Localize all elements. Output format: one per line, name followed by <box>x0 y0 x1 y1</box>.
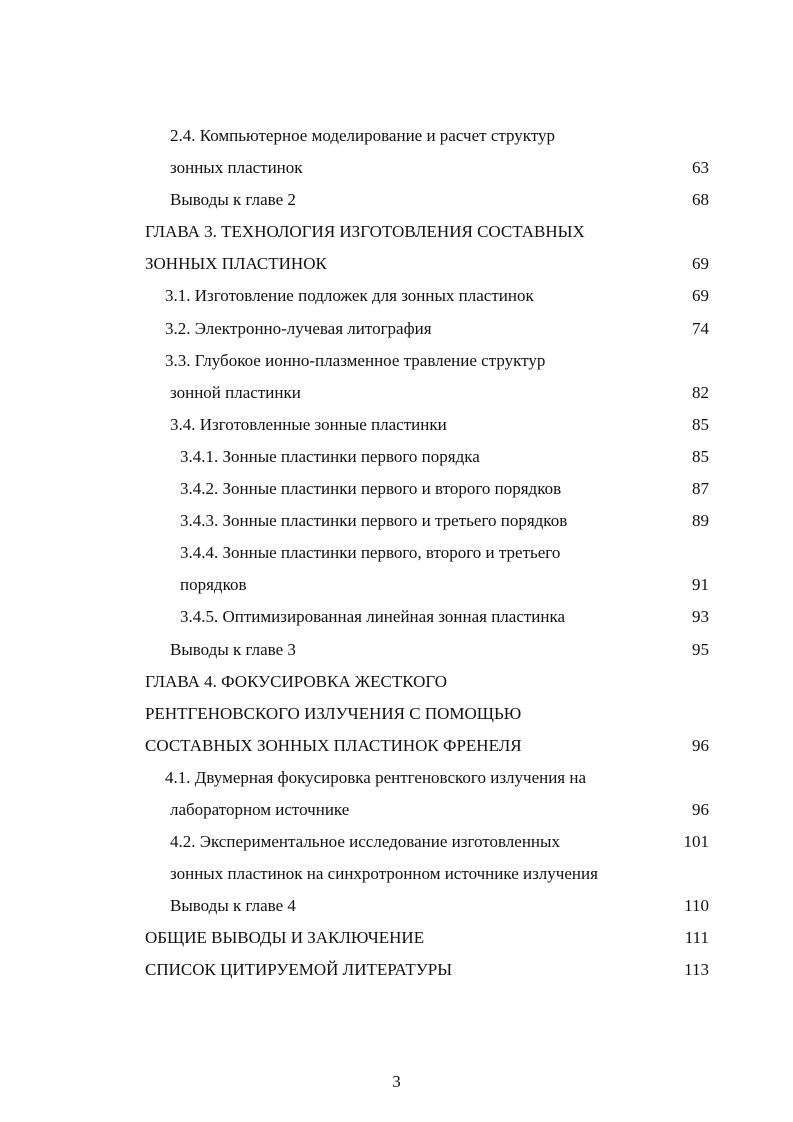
toc-entry-title: 4.2. Экспериментальное исследование изготовленных <box>170 832 560 852</box>
toc-entry-title: 3.4. Изготовленные зонные пластинки <box>170 414 447 434</box>
toc-entry-title: зонных пластинок <box>170 158 303 178</box>
toc-entry-title: 3.4.1. Зонные пластинки первого порядка <box>180 446 480 466</box>
toc-entry-title: лабораторном источнике <box>170 799 350 819</box>
toc-entry <box>0 505 793 537</box>
toc-entry-title: Выводы к главе 3 <box>170 639 296 659</box>
toc-entry-title: 3.4.2. Зонные пластинки первого и второго порядков <box>180 479 562 499</box>
toc-entry <box>0 922 793 954</box>
toc-entry <box>0 730 793 762</box>
toc-entry-title: порядков <box>180 575 247 595</box>
toc-entry-page: 85 <box>692 446 709 466</box>
toc-entry-page: 82 <box>692 382 709 402</box>
toc-entry-page: 101 <box>683 832 709 852</box>
toc-entry <box>0 313 793 345</box>
toc-entry-page: 96 <box>692 735 709 755</box>
toc-entry <box>0 120 793 152</box>
page-number: 3 <box>392 1072 401 1091</box>
toc-entry <box>0 152 793 184</box>
toc-entry-page: 110 <box>684 896 709 916</box>
toc-entry-title: СОСТАВНЫХ ЗОННЫХ ПЛАСТИНОК ФРЕНЕЛЯ <box>145 735 522 755</box>
toc-entry-title: ЗОННЫХ ПЛАСТИНОК <box>145 254 327 274</box>
toc-entry-title: 3.4.5. Оптимизированная линейная зонная пластинка <box>180 607 566 627</box>
toc-entry <box>0 666 793 698</box>
toc-entry <box>0 794 793 826</box>
toc-entry-page: 111 <box>684 928 709 948</box>
toc-entry-page: 68 <box>692 190 709 210</box>
toc-entry-page: 74 <box>692 318 709 338</box>
toc-entry-title: ГЛАВА 4. ФОКУСИРОВКА ЖЕСТКОГО <box>145 671 448 691</box>
toc-entry-page: 69 <box>692 286 709 306</box>
toc-entry-title: 3.2. Электронно-лучевая литография <box>165 318 432 338</box>
toc-entry-title: 3.4.4. Зонные пластинки первого, второго и третьего <box>180 543 561 563</box>
toc-entry-title: РЕНТГЕНОВСКОГО ИЗЛУЧЕНИЯ С ПОМОЩЬЮ <box>145 703 522 723</box>
toc-entry-title: зонных пластинок на синхротронном источнике излучения <box>170 864 598 884</box>
toc-entry-page: 89 <box>692 511 709 531</box>
toc-entry-title: ОБЩИЕ ВЫВОДЫ И ЗАКЛЮЧЕНИЕ <box>145 928 425 948</box>
toc-entry-page: 85 <box>692 414 709 434</box>
toc-entry-page: 95 <box>692 639 709 659</box>
toc-entry-title: 3.1. Изготовление подложек для зонных пластинок <box>165 286 534 306</box>
toc-entry-title: СПИСОК ЦИТИРУЕМОЙ ЛИТЕРАТУРЫ <box>145 960 453 980</box>
toc-entry <box>0 248 793 280</box>
toc-entry-page: 96 <box>692 799 709 819</box>
toc-entry <box>0 634 793 666</box>
toc-entry-title: 2.4. Компьютерное моделирование и расчет структур <box>170 126 556 145</box>
toc-entry <box>0 473 793 505</box>
toc-entry-page: 91 <box>692 575 709 595</box>
toc-entry-title: ГЛАВА 3. ТЕХНОЛОГИЯ ИЗГОТОВЛЕНИЯ СОСТАВНЫХ <box>145 222 585 242</box>
toc-entry-page: 113 <box>684 960 709 980</box>
toc-entry <box>0 377 793 409</box>
toc-entry <box>0 216 793 248</box>
toc-entry <box>0 858 793 890</box>
table-of-contents <box>0 120 793 987</box>
toc-entry-title: зонной пластинки <box>170 382 301 402</box>
toc-entry-page: 69 <box>692 254 709 274</box>
toc-entry <box>0 345 793 377</box>
toc-entry-title: 3.3. Глубокое ионно-плазменное травление структур <box>165 350 546 370</box>
toc-entry <box>0 280 793 312</box>
toc-entry-title: Выводы к главе 2 <box>170 190 296 210</box>
toc-entry <box>0 409 793 441</box>
toc-entry <box>0 762 793 794</box>
toc-entry-title: Выводы к главе 4 <box>170 896 296 916</box>
toc-entry <box>0 601 793 633</box>
toc-entry <box>0 954 793 986</box>
toc-entry <box>0 890 793 922</box>
toc-entry <box>0 537 793 569</box>
toc-entry-page: 87 <box>692 479 709 499</box>
toc-entry <box>0 569 793 601</box>
toc-entry-page: 63 <box>692 158 709 178</box>
toc-entry-title: 4.1. Двумерная фокусировка рентгеновского излучения на <box>165 767 587 787</box>
toc-entry <box>0 826 793 858</box>
toc-entry <box>0 184 793 216</box>
toc-entry-page: 93 <box>692 607 709 627</box>
toc-entry <box>0 441 793 473</box>
toc-entry <box>0 698 793 730</box>
toc-entry-title: 3.4.3. Зонные пластинки первого и третьего порядков <box>180 511 568 531</box>
